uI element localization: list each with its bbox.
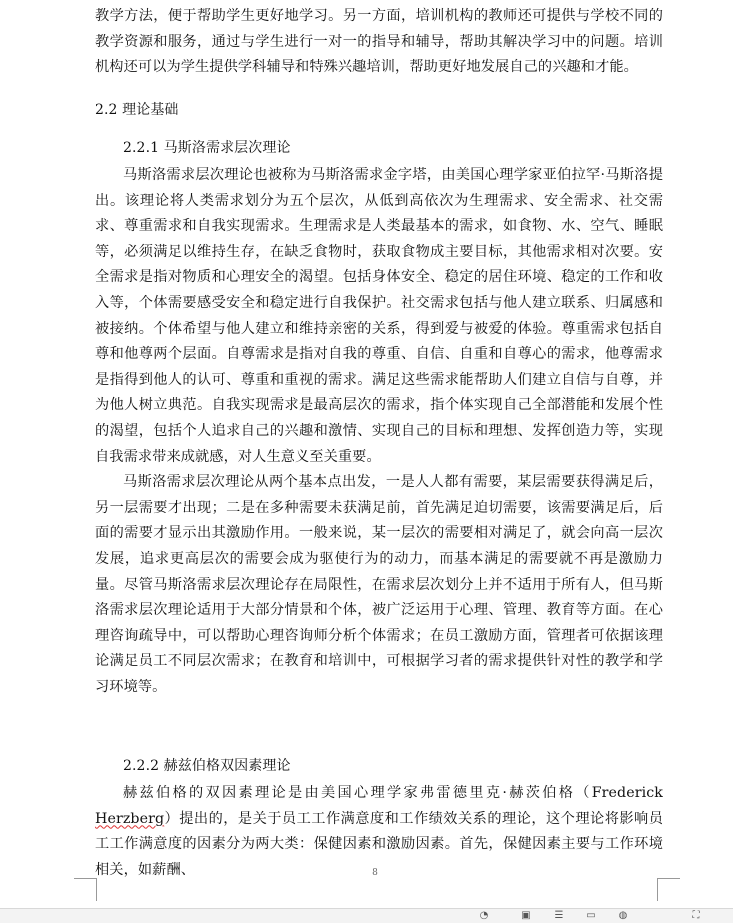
- maslow-paragraph-2: 马斯洛需求层次理论从两个基本点出发，一是人人都有需要，某层需要获得满足后，另一层需要才出现；二是在多种需要未获满足前，首先满足迫切需要，该需要满足后，后面的需要才显示出其激励作用。一般来说，某一层次的需要相对满足了，就会向高一层次发展，追求更高层次的需要会成为驱使行为的动力，而基本满足的需要就不再是激励力量。尽管马斯洛需求层次理论存在局限性，在需求层次划分上并不适用于所有人，但马斯洛需求层次理论适用于大部分情景和个体，被广泛运用于心理、管理、教育等方面。在心理咨询疏导中，可以帮助心理咨询师分析个体需求；在员工激励方面，管理者可依据该理论满足员工不同层次需求；在教育和培训中，可根据学习者的需求提供针对性的教学和学习环境等。: [95, 474, 663, 695]
- herzberg-text-after: ）提出的，是关于员工工作满意度和工作绩效关系的理论，这个理论将影响员工工作满意度的因素分为两大类：保健因素和激励因素。首先，保健因素主要与工作环境相关，如薪酬、: [95, 810, 663, 878]
- zoom-icon[interactable]: ◔: [479, 910, 489, 921]
- herzberg-text-before: 赫兹伯格的双因素理论是由美国心理学家弗雷德里克·赫茨伯格（Frederick: [123, 785, 663, 801]
- page-view-icon[interactable]: ▣: [521, 910, 531, 921]
- fullscreen-icon[interactable]: ⛶: [692, 910, 700, 921]
- intro-paragraph: 教学方法，便于帮助学生更好地学习。另一方面，培训机构的教师还可提供与学校不同的教学资源和服务，通过与学生进行一对一的指导和辅导，帮助其解决学习中的问题。培训机构还可以为学生提供学科辅导和特殊兴趣培训，帮助更好地发展自己的兴趣和才能。: [95, 8, 663, 76]
- document-body: [95, 4, 663, 81]
- status-bar: [0, 908, 733, 923]
- spellcheck-word[interactable]: Herzberg: [95, 810, 165, 827]
- maslow-paragraph-1: 马斯洛需求层次理论也被称为马斯洛需求金字塔，由美国心理学家亚伯拉罕·马斯洛提出。该理论将人类需求划分为五个层次，从低到高依次为生理需求、安全需求、社交需求、尊重需求和自我实现需求。生理需求是人类最基本的需求，如食物、水、空气、睡眠等，必须满足以维持生存，在缺乏食物时，获取食物成主要目标，其他需求相对次要。安全需求是指对物质和心理安全的渴望。包括身体安全、稳定的居住环境、稳定的工作和收入等，个体需要感受安全和稳定进行自我保护。社交需求包括与他人建立联系、归属感和被接纳。个体希望与他人建立和维持亲密的关系，得到爱与被爱的体验。尊重需求包括自尊和他尊两个层面。自尊需求是指对自我的尊重、自信、自重和自尊心的需求，他尊需求是指得到他人的认可、尊重和重视的需求。满足这些需求能帮助人们建立自信与自尊，并为他人树立典范。自我实现需求是最高层次的需求，指个体实现自己全部潜能和发展个性的渴望，包括个人追求自己的兴趣和激情、实现自己的目标和理想、发挥创造力等，实现自我需求带来成就感，对人生意义至关重要。: [95, 167, 663, 465]
- web-view-icon[interactable]: ◍: [618, 910, 628, 921]
- section-2-2-1-heading: 2.2.1 马斯洛需求层次理论: [123, 140, 291, 156]
- herzberg-heading-block: [95, 754, 663, 779]
- subsection-block: [95, 136, 663, 161]
- section-2-2-2-heading: 2.2.2 赫兹伯格双因素理论: [123, 758, 291, 774]
- margin-corner-right: [657, 878, 680, 901]
- maslow-block: [95, 163, 663, 700]
- read-mode-icon[interactable]: ▭: [586, 910, 596, 921]
- section-2-2-heading: 2.2 理论基础: [95, 102, 179, 118]
- section-block: [95, 98, 663, 123]
- page-number: 8: [372, 868, 378, 878]
- outline-icon[interactable]: ☰: [554, 910, 564, 921]
- margin-corner-left: [74, 878, 97, 901]
